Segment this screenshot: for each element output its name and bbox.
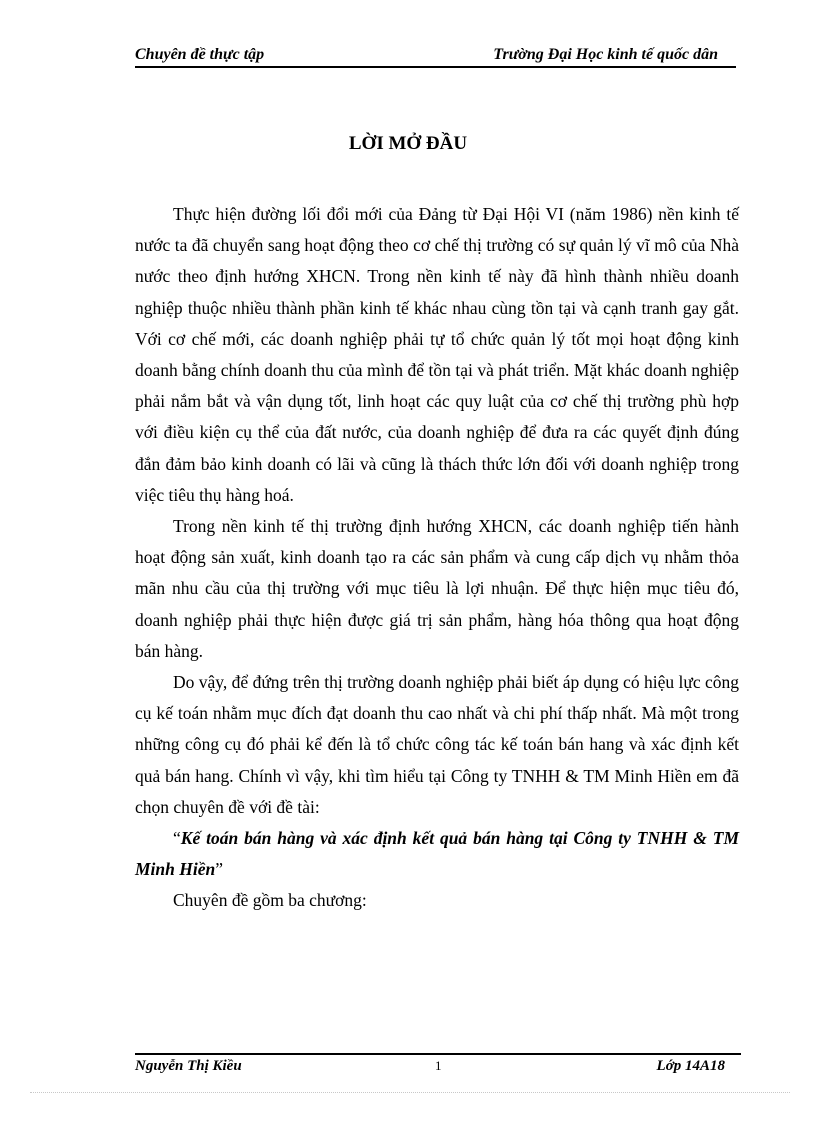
paragraph: Thực hiện đường lối đổi mới của Đảng từ Đại Hội VI (năm 1986) nền kinh tế nước ta đã chuyển sang hoạt động theo cơ chế thị trường có sự quản lý vĩ mô của Nhà nước theo định hướng XHCN. Trong nền kinh tế này đã hình thành nhiều doanh nghiệp thuộc nhiều thành phần kinh tế khác nhau cùng tồn tại và cạnh tranh gay gắt. Với cơ chế mới, các doanh nghiệp phải tự tổ chức quản lý tốt mọi hoạt động kinh doanh bằng chính doanh thu của mình để tồn tại và phát triển. Mặt khác doanh nghiệp phải nắm bắt và vận dụng tốt, linh hoạt các quy luật của cơ chế thị trường phù hợp với điều kiện cụ thể của đất nước, của doanh nghiệp để đưa ra các quyết định đúng đắn đảm bảo kinh doanh có lãi và cũng là thách thức lớn đối với doanh nghiệp trong việc tiêu thụ hàng hoá. <box>135 204 739 505</box>
page-number: 1 <box>435 1058 442 1073</box>
page-header <box>135 44 736 68</box>
footer-class: Lớp 14A18 <box>656 1058 725 1074</box>
page-bottom-divider <box>30 1092 790 1093</box>
topic-paragraph <box>135 823 739 885</box>
header-right-text: Trường Đại Học kinh tế quốc dân <box>493 46 718 63</box>
topic-text: Kế toán bán hàng và xác định kết quả bán hàng tại Công ty TNHH & TM Minh Hiền <box>135 828 739 880</box>
footer-author: Nguyễn Thị Kiều <box>135 1058 242 1074</box>
document-title: LỜI MỞ ĐẦU <box>348 133 468 154</box>
topic-close-quote: ” <box>215 859 224 880</box>
paragraph: Do vậy, để đứng trên thị trường doanh nghiệp phải biết áp dụng có hiệu lực công cụ kế toán nhằm mục đích đạt doanh thu cao nhất và chi phí thấp nhất. Mà một trong những công cụ đó phải kể đến là tổ chức công tác kế toán bán hang và xác định kết quả bán hang. Chính vì vậy, khi tìm hiểu tại Công ty TNHH & TM Minh Hiền em đã chọn chuyên đề với đề tài: <box>135 672 739 817</box>
document-body <box>135 199 739 917</box>
topic-open-quote: “ <box>173 828 181 849</box>
header-left-text: Chuyên đề thực tập <box>135 46 265 63</box>
paragraph: Trong nền kinh tế thị trường định hướng XHCN, các doanh nghiệp tiến hành hoạt động sản xuất, kinh doanh tạo ra các sản phẩm và cung cấp dịch vụ nhằm thỏa mãn nhu cầu của thị trường với mục tiêu là lợi nhuận. Để thực hiện mục tiêu đó, doanh nghiệp phải thực hiện được giá trị sản phẩm, hàng hóa thông qua hoạt động bán hàng. <box>135 516 739 661</box>
page-footer <box>135 1053 741 1079</box>
closing-paragraph: Chuyên đề gồm ba chương: <box>173 890 367 911</box>
